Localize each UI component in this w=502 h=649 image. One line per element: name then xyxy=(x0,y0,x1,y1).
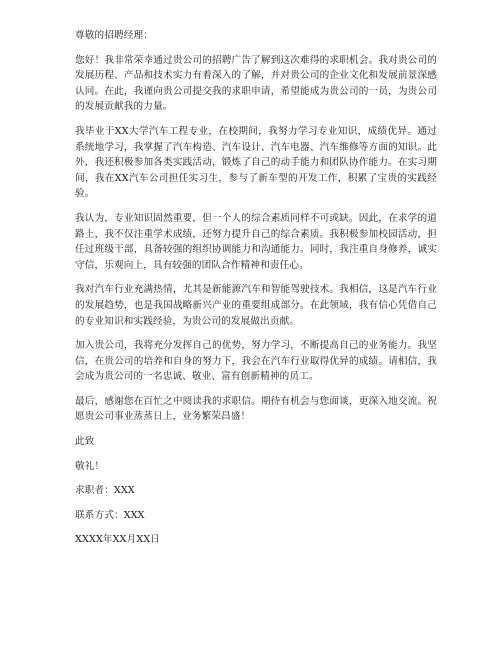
paragraph-passion: 我对汽车行业充满热情，尤其是新能源汽车和智能驾驶技术。我相信，这是汽车行业的发展趋势，也是我国战略新兴产业的重要组成部分。在此领域，我有信心凭借自己的专业知识和实践经验，为贵公司的发展做出贡献。 xyxy=(75,284,437,327)
cover-letter xyxy=(75,28,437,557)
paragraph-qualities: 我认为，专业知识固然重要，但一个人的综合素质同样不可或缺。因此，在求学的道路上，我不仅注重学术成绩，还努力提升自己的综合素质。我积极参加校园活动，担任过班级干部，具备较强的组织协调能力和沟通能力。同时，我注重自身修养，诚实守信，乐观向上，具有较强的团队合作精神和责任心。 xyxy=(75,212,437,271)
applicant-name: 求职者：XXX xyxy=(75,485,135,497)
closing-salute: 敬礼！ xyxy=(75,460,105,472)
letter-date: XXXX年XX月XX日 xyxy=(75,534,161,546)
salutation: 尊敬的招聘经理： xyxy=(75,30,153,41)
paragraph-thanks: 最后，感谢您在百忙之中阅读我的求职信。期待有机会与您面谈，更深入地交流。祝愿贵公司事业蒸蒸日上，业务繁荣昌盛！ xyxy=(75,395,437,423)
paragraph-education: 我毕业于XX大学汽车工程专业，在校期间，我努力学习专业知识，成绩优异。通过系统地学习，我掌握了汽车构造、汽车设计、汽车电器、汽车维修等方面的知识。此外，我还积极参加各类实践活动，锻炼了自己的动手能力和团队协作能力。在实习期间，我在XX汽车公司担任实习生，参与了新车型的开发工作，积累了宝贵的实践经验。 xyxy=(75,125,437,200)
closing-greeting: 此致 xyxy=(75,436,95,448)
contact-info: 联系方式：XXX xyxy=(75,509,145,521)
paragraph-intro: 您好！我非常荣幸通过贵公司的招聘广告了解到这次难得的求职机会。我对贵公司的发展历程、产品和技术实力有着深入的了解，并对贵公司的企业文化和发展前景深感认同。在此，我谨向贵公司提交我的求职申请，希望能成为贵公司的一员，为贵公司的发展贡献我的力量。 xyxy=(75,54,437,113)
paragraph-commitment: 加入贵公司，我将充分发挥自己的优势，努力学习，不断提高自己的业务能力。我坚信，在贵公司的培养和自身的努力下，我会在汽车行业取得优异的成绩。请相信，我会成为贵公司的一名忠诚、敬业、富有创新精神的员工。 xyxy=(75,340,437,383)
